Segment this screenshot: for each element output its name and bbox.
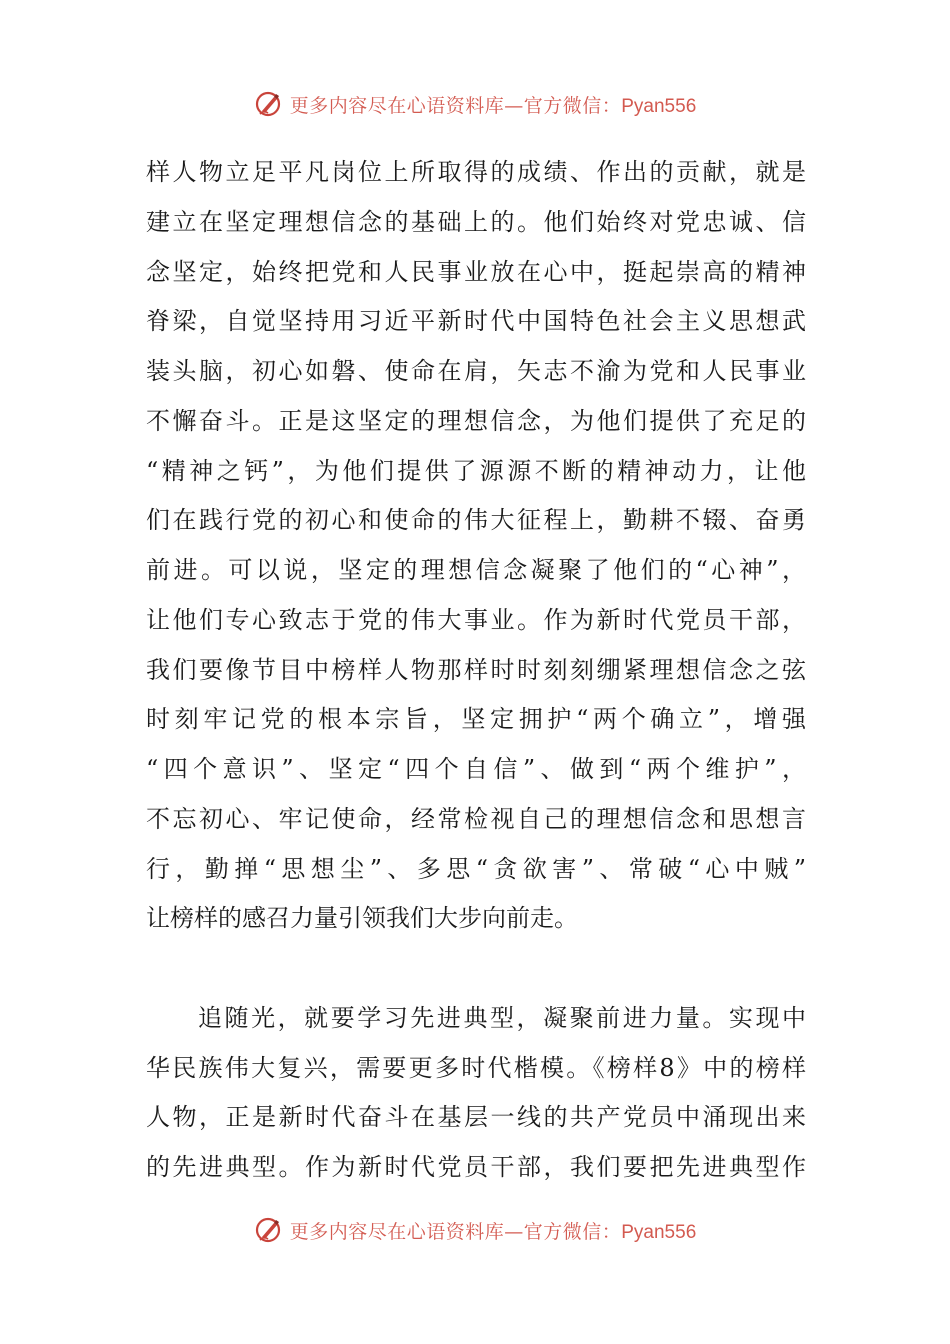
text-line: 样人物立足平凡岗位上所取得的成绩、作出的贡献，就是 xyxy=(146,158,806,186)
text-line: 念坚定，始终把党和人民事业放在心中，挺起崇高的精神 xyxy=(146,257,806,286)
text-line: 的先进典型。作为新时代党员干部，我们要把先进典型作 xyxy=(146,1153,806,1181)
pen-circle-logo-icon xyxy=(254,89,284,119)
footer-watermark xyxy=(0,1210,950,1250)
paragraph-spacer xyxy=(146,944,806,994)
text-line: 脊梁，自觉坚持用习近平新时代中国特色社会主义思想武 xyxy=(146,307,806,336)
text-line: 华民族伟大复兴，需要更多时代楷模。《榜样8》中的榜样 xyxy=(146,1053,806,1082)
text-line: 不忘初心、牢记使命，经常检视自己的理想信念和思想言 xyxy=(146,804,806,833)
text-line: 们在践行党的初心和使命的伟大征程上，勤耕不辍、奋勇 xyxy=(146,506,806,535)
text-line: 建立在坚定理想信念的基础上的。他们始终对党忠诚、信 xyxy=(146,207,806,236)
text-line: “四个意识”、坚定“四个自信”、做到“两个维护”， xyxy=(146,755,806,783)
paragraph-1 xyxy=(146,148,806,944)
watermark-text: 更多内容尽在心语资料库—官方微信：Pyan556 xyxy=(289,94,697,117)
pen-circle-logo-icon xyxy=(254,1215,284,1245)
text-line: 装头脑，初心如磐、使命在肩，矢志不渝为党和人民事业 xyxy=(146,357,806,385)
paragraph-2 xyxy=(146,994,806,1193)
header-watermark xyxy=(0,84,950,124)
text-line: 让他们专心致志于党的伟大事业。作为新时代党员干部， xyxy=(146,605,806,634)
text-line: “精神之钙”，为他们提供了源源不断的精神动力，让他 xyxy=(146,456,806,485)
text-line: 不懈奋斗。正是这坚定的理想信念，为他们提供了充足的 xyxy=(146,406,806,435)
text-line: 行，勤掸“思想尘”、多思“贪欲害”、常破“心中贼” xyxy=(146,854,806,883)
watermark-text: 更多内容尽在心语资料库—官方微信：Pyan556 xyxy=(289,1220,697,1243)
watermark-wechat-id: Pyan556 xyxy=(621,1221,697,1243)
text-line: 时刻牢记党的根本宗旨，坚定拥护“两个确立”，增强 xyxy=(146,705,806,734)
watermark-wechat-id: Pyan556 xyxy=(621,95,697,117)
document-body xyxy=(146,148,806,1193)
text-line: 人物，正是新时代奋斗在基层一线的共产党员中涌现出来 xyxy=(146,1103,806,1132)
text-line: 我们要像节目中榜样人物那样时时刻刻绷紧理想信念之弦 xyxy=(146,655,806,684)
text-line: 让榜样的感召力量引领我们大步向前走。 xyxy=(146,904,578,933)
text-line: 追随光，就要学习先进典型，凝聚前进力量。实现中 xyxy=(198,1003,806,1032)
text-line: 前进。可以说，坚定的理想信念凝聚了他们的“心神”， xyxy=(146,556,806,584)
